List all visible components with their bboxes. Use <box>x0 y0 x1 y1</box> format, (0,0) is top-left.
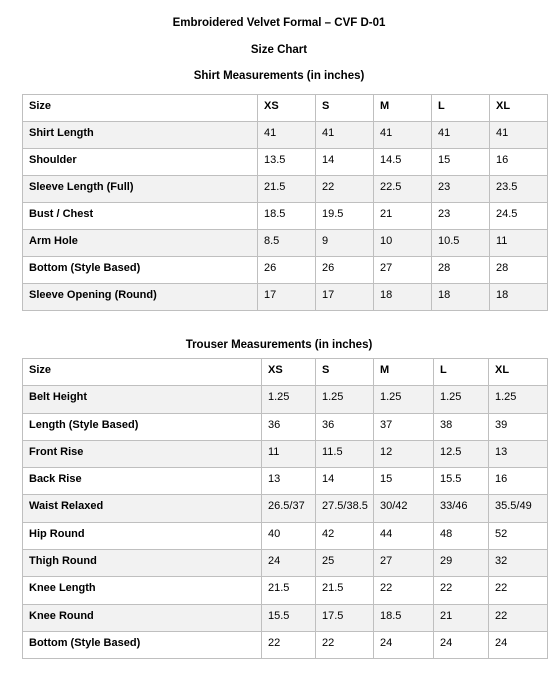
value-cell: 21 <box>434 604 489 631</box>
header-cell: Size <box>23 95 258 122</box>
value-cell: 41 <box>432 122 490 149</box>
table-row <box>23 203 548 230</box>
value-cell: 16 <box>490 149 548 176</box>
table-row <box>23 386 548 413</box>
value-cell: 52 <box>489 522 548 549</box>
value-cell: 22 <box>489 577 548 604</box>
table-row <box>23 122 548 149</box>
value-cell: 22 <box>316 176 374 203</box>
value-cell: 22 <box>316 631 374 658</box>
value-cell: 29 <box>434 550 489 577</box>
value-cell: 21 <box>374 203 432 230</box>
shirt-measurements-heading: Shirt Measurements (in inches) <box>193 70 365 82</box>
header-cell: XS <box>262 359 316 386</box>
value-cell: 12.5 <box>434 440 489 467</box>
row-label-cell: Hip Round <box>23 522 262 549</box>
value-cell: 14 <box>316 149 374 176</box>
value-cell: 22 <box>489 604 548 631</box>
row-label-cell: Bust / Chest <box>23 203 258 230</box>
table-row <box>23 176 548 203</box>
table-header-row <box>23 95 548 122</box>
value-cell: 17.5 <box>316 604 374 631</box>
value-cell: 37 <box>374 413 434 440</box>
value-cell: 1.25 <box>434 386 489 413</box>
value-cell: 15.5 <box>434 468 489 495</box>
table-row <box>23 440 548 467</box>
row-label-cell: Waist Relaxed <box>23 495 262 522</box>
value-cell: 26 <box>258 257 316 284</box>
row-label-cell: Shirt Length <box>23 122 258 149</box>
value-cell: 18 <box>432 284 490 311</box>
shirt-measurements-table <box>22 94 548 311</box>
value-cell: 42 <box>316 522 374 549</box>
value-cell: 40 <box>262 522 316 549</box>
value-cell: 23 <box>432 176 490 203</box>
value-cell: 18 <box>490 284 548 311</box>
row-label-cell: Bottom (Style Based) <box>23 631 262 658</box>
value-cell: 39 <box>489 413 548 440</box>
size-chart-subtitle: Size Chart <box>250 44 308 56</box>
value-cell: 22 <box>262 631 316 658</box>
value-cell: 1.25 <box>489 386 548 413</box>
value-cell: 1.25 <box>316 386 374 413</box>
row-label-cell: Thigh Round <box>23 550 262 577</box>
value-cell: 13 <box>262 468 316 495</box>
table-header-row <box>23 359 548 386</box>
row-label-cell: Arm Hole <box>23 230 258 257</box>
value-cell: 24 <box>489 631 548 658</box>
value-cell: 27.5/38.5 <box>316 495 374 522</box>
row-label-cell: Bottom (Style Based) <box>23 257 258 284</box>
row-label-cell: Sleeve Length (Full) <box>23 176 258 203</box>
trouser-measurements-heading: Trouser Measurements (in inches) <box>185 339 373 351</box>
table-row <box>23 577 548 604</box>
header-cell: M <box>374 95 432 122</box>
value-cell: 22 <box>374 577 434 604</box>
value-cell: 23.5 <box>490 176 548 203</box>
table-row <box>23 604 548 631</box>
value-cell: 13.5 <box>258 149 316 176</box>
value-cell: 41 <box>490 122 548 149</box>
header-cell: XL <box>489 359 548 386</box>
value-cell: 15 <box>374 468 434 495</box>
header-cell: L <box>434 359 489 386</box>
value-cell: 1.25 <box>262 386 316 413</box>
value-cell: 16 <box>489 468 548 495</box>
table-row <box>23 550 548 577</box>
value-cell: 11 <box>490 230 548 257</box>
value-cell: 24 <box>374 631 434 658</box>
header-cell: L <box>432 95 490 122</box>
value-cell: 35.5/49 <box>489 495 548 522</box>
value-cell: 30/42 <box>374 495 434 522</box>
row-label-cell: Knee Length <box>23 577 262 604</box>
value-cell: 21.5 <box>258 176 316 203</box>
value-cell: 14 <box>316 468 374 495</box>
table-row <box>23 468 548 495</box>
value-cell: 18.5 <box>258 203 316 230</box>
value-cell: 21.5 <box>262 577 316 604</box>
header-cell: M <box>374 359 434 386</box>
table-row <box>23 230 548 257</box>
table-row <box>23 149 548 176</box>
value-cell: 8.5 <box>258 230 316 257</box>
value-cell: 33/46 <box>434 495 489 522</box>
value-cell: 19.5 <box>316 203 374 230</box>
table-row <box>23 413 548 440</box>
value-cell: 24.5 <box>490 203 548 230</box>
value-cell: 13 <box>489 440 548 467</box>
value-cell: 26 <box>316 257 374 284</box>
value-cell: 48 <box>434 522 489 549</box>
value-cell: 10 <box>374 230 432 257</box>
value-cell: 23 <box>432 203 490 230</box>
value-cell: 24 <box>434 631 489 658</box>
value-cell: 10.5 <box>432 230 490 257</box>
value-cell: 44 <box>374 522 434 549</box>
value-cell: 22 <box>434 577 489 604</box>
table-row <box>23 522 548 549</box>
value-cell: 24 <box>262 550 316 577</box>
document-title: Embroidered Velvet Formal – CVF D-01 <box>172 17 386 29</box>
value-cell: 36 <box>262 413 316 440</box>
value-cell: 18.5 <box>374 604 434 631</box>
table-row <box>23 284 548 311</box>
header-cell: S <box>316 359 374 386</box>
value-cell: 18 <box>374 284 432 311</box>
row-label-cell: Sleeve Opening (Round) <box>23 284 258 311</box>
value-cell: 32 <box>489 550 548 577</box>
value-cell: 28 <box>490 257 548 284</box>
trouser-measurements-table <box>22 358 548 659</box>
table-row <box>23 631 548 658</box>
value-cell: 11.5 <box>316 440 374 467</box>
value-cell: 28 <box>432 257 490 284</box>
value-cell: 41 <box>374 122 432 149</box>
row-label-cell: Front Rise <box>23 440 262 467</box>
row-label-cell: Knee Round <box>23 604 262 631</box>
header-cell: S <box>316 95 374 122</box>
value-cell: 36 <box>316 413 374 440</box>
value-cell: 21.5 <box>316 577 374 604</box>
value-cell: 22.5 <box>374 176 432 203</box>
value-cell: 41 <box>316 122 374 149</box>
value-cell: 17 <box>258 284 316 311</box>
value-cell: 27 <box>374 550 434 577</box>
header-cell: XL <box>490 95 548 122</box>
value-cell: 14.5 <box>374 149 432 176</box>
value-cell: 12 <box>374 440 434 467</box>
row-label-cell: Length (Style Based) <box>23 413 262 440</box>
row-label-cell: Shoulder <box>23 149 258 176</box>
value-cell: 15 <box>432 149 490 176</box>
value-cell: 25 <box>316 550 374 577</box>
value-cell: 1.25 <box>374 386 434 413</box>
value-cell: 17 <box>316 284 374 311</box>
table-row <box>23 257 548 284</box>
value-cell: 27 <box>374 257 432 284</box>
table-row <box>23 495 548 522</box>
value-cell: 26.5/37 <box>262 495 316 522</box>
value-cell: 41 <box>258 122 316 149</box>
value-cell: 9 <box>316 230 374 257</box>
value-cell: 38 <box>434 413 489 440</box>
row-label-cell: Back Rise <box>23 468 262 495</box>
value-cell: 15.5 <box>262 604 316 631</box>
header-cell: XS <box>258 95 316 122</box>
value-cell: 11 <box>262 440 316 467</box>
header-cell: Size <box>23 359 262 386</box>
row-label-cell: Belt Height <box>23 386 262 413</box>
